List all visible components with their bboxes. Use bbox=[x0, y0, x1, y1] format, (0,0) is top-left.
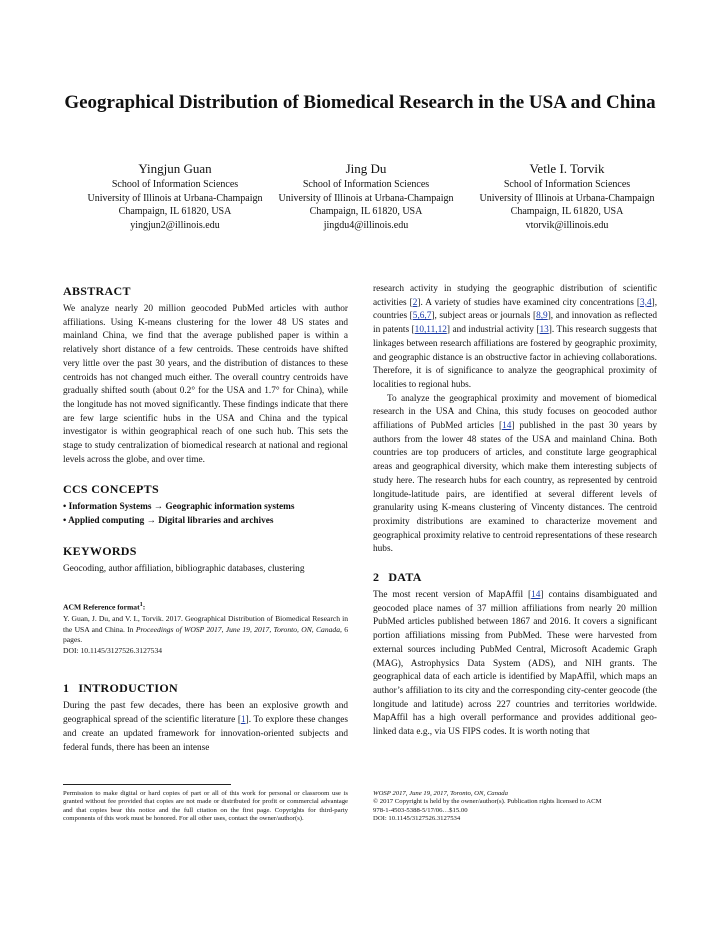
keywords-heading: KEYWORDS bbox=[63, 543, 137, 558]
ccs-heading: CCS CONCEPTS bbox=[63, 482, 159, 497]
citation-link[interactable]: 13 bbox=[539, 325, 549, 336]
author-affiliation: School of Information Sciences bbox=[111, 179, 239, 190]
author-name: Jing Du bbox=[345, 161, 387, 176]
left-column bbox=[63, 283, 348, 755]
venue-text: WOSP 2017, June 19, 2017, Toronto, ON, Canada bbox=[373, 790, 508, 797]
author-email: yingjun2@illinois.edu bbox=[130, 219, 220, 231]
introduction-heading bbox=[63, 680, 348, 696]
text-run: ]. To explore these changes and create an updated framework for innovation-oriented subjects and federal funds, there has been an intense bbox=[63, 715, 348, 753]
reference-doi: DOI: 10.1145/3127526.3127534 bbox=[63, 645, 163, 655]
author-address: Champaign, IL 61820, USA bbox=[309, 206, 423, 217]
text-run: ]. This research suggests that linkages between research affiliations are fostered by geographic proximity, and geographic distance is an obstructive factor in achieving collaborations. Therefore, it is of significance to analyze the geographical proximity of localities to regional hubs. bbox=[373, 325, 657, 390]
text-run: The most recent version of MapAffil [ bbox=[373, 590, 532, 601]
citation-link[interactable]: 14 bbox=[502, 421, 512, 432]
text-run: research activity in studying the geographic distribution of scientific activities [ bbox=[373, 284, 657, 308]
introduction-paragraph bbox=[373, 393, 657, 557]
text-run: ], subject areas or journals [ bbox=[431, 311, 537, 322]
citation-link[interactable]: 8,9 bbox=[536, 311, 548, 322]
colon: : bbox=[142, 602, 146, 612]
author-block bbox=[75, 161, 275, 232]
citation-link[interactable]: 2 bbox=[412, 297, 418, 308]
author-block bbox=[266, 161, 466, 232]
citation-link[interactable]: 3,4 bbox=[639, 297, 652, 308]
introduction-paragraph bbox=[63, 700, 348, 755]
author-institution: University of Illinois at Urbana-Champaign bbox=[87, 192, 263, 204]
reference-proceedings: Proceedings of WOSP 2017, June 19, 2017, Toronto, ON, Canada bbox=[135, 624, 341, 634]
author-address: Champaign, IL 61820, USA bbox=[510, 206, 624, 217]
keywords-text: Geocoding, author affiliation, bibliographic databases, clustering bbox=[63, 563, 305, 574]
text-run: ], countries [ bbox=[373, 297, 658, 322]
text-run: ] published in the past 30 years by authors from the lower 48 states of the USA and mainland China. Both countries are top producers of articles, and constitute large geographical areas and geographical diversity, which make them interesting subjects of study here. The research hubs for each country, as represented by centroid longitude-latitude pairs, are identified at several different levels of granularity using K-means clustering of Vincenty distances. The centroid proximity distributions are examined to characterize movement and geographical proximity relative to centroid representations of these research hubs. bbox=[373, 421, 657, 555]
citation-link[interactable]: 10,11,12 bbox=[414, 325, 447, 336]
acm-reference-label: ACM Reference format bbox=[63, 602, 140, 612]
author-email: vtorvik@illinois.edu bbox=[525, 219, 609, 231]
abstract-heading: ABSTRACT bbox=[63, 284, 131, 298]
author-email: jingdu4@illinois.edu bbox=[323, 219, 409, 231]
data-heading bbox=[373, 569, 657, 585]
author-block bbox=[467, 161, 667, 232]
reference-pages: , 6 pages. bbox=[63, 624, 348, 645]
venue-line bbox=[373, 790, 657, 798]
acm-reference-heading bbox=[63, 599, 348, 613]
footnote-marker: 1 bbox=[139, 600, 143, 608]
author-name: Vetle I. Torvik bbox=[529, 161, 605, 176]
reference-text: Y. Guan, J. Du, and V. I., Torvik. 2017. Geographical Distribution of Biomedical Research in the USA and China. In bbox=[63, 614, 348, 634]
author-affiliation: School of Information Sciences bbox=[503, 179, 631, 190]
author-institution: University of Illinois at Urbana-Champaign bbox=[479, 192, 655, 204]
copyright-line: © 2017 Copyright is held by the owner/author(s). Publication rights licensed to ACM bbox=[373, 798, 602, 806]
text-run: During the past few decades, there has been an explosive growth and geographical spread of the scientific literature [ bbox=[63, 701, 348, 726]
text-run: ] contains disambiguated and geocoded place names of 37 million affiliations from nearly 20 million PubMed articles published between 1867 and 2016. It covers a significant portion affiliations missing from PubMed. These were harvested from external sources including PubMed Central, Microsoft Academic Graph (MAG), Astrophysics Data System (ADS), and NIH grants. The geographical data of each article is identified by MapAffil, which maps an author’s affiliation to its city and the corresponding city-center geocode (the longitude and latitude) across 227 countries and territories worldwide. MapAffil has a high overall performance and provides additional geo-linked data e.g., via US FIPS codes. It is worth noting that bbox=[373, 590, 658, 738]
text-run: ]. A variety of studies have examined city concentrations [ bbox=[417, 297, 640, 308]
citation-link[interactable]: 14 bbox=[531, 590, 541, 601]
footnote-divider bbox=[63, 784, 231, 785]
introduction-continuation bbox=[373, 283, 657, 393]
doi-line: DOI: 10.1145/3127526.3127534 bbox=[373, 814, 461, 822]
ccs-concept: • Applied computing → Digital libraries and archives bbox=[63, 516, 274, 527]
author-name: Yingjun Guan bbox=[138, 161, 212, 176]
author-affiliation: School of Information Sciences bbox=[302, 179, 430, 190]
citation-link[interactable]: 5,6,7 bbox=[412, 311, 432, 322]
author-institution: University of Illinois at Urbana-Champaign bbox=[278, 192, 454, 204]
text-run: ], and innovation as reflected in patents [ bbox=[373, 311, 658, 336]
acm-reference-text bbox=[63, 614, 348, 646]
abstract-text: We analyze nearly 20 million geocoded PubMed articles with author affiliations. Using K-means clustering for the lower 48 US states and mainland China, we find that the average published paper is within a relatively short distance of a few centroids. These centroids have shifted very little over the past 30 years, and the distribution of distances to these centroids has not changed much either. The overall country centroids have gradually shifted south (about 0.2° for the USA and 1.7° for China), while the longitude has not moved significantly. These findings indicate that there are few large scientific hubs in the USA and China and the typical investigator is within geographical reach of one such hub. This sets the stage to study centralization of biomedical research at national and regional levels across the globe, and over time. bbox=[63, 304, 348, 465]
text-run: To analyze the geographical proximity and movement of biomedical research in the USA and China, this study focuses on geocoded author affiliations of PubMed articles [ bbox=[373, 393, 657, 432]
copyright-footnote bbox=[373, 790, 657, 823]
isbn-line: 978-1-4503-5388-5/17/06…$15.00 bbox=[373, 806, 468, 814]
author-address: Champaign, IL 61820, USA bbox=[118, 206, 232, 217]
data-paragraph bbox=[373, 589, 657, 740]
citation-link[interactable]: 1 bbox=[240, 715, 246, 726]
section-number: 2 bbox=[373, 570, 380, 585]
section-number: 1 bbox=[63, 681, 70, 696]
section-title: DATA bbox=[388, 570, 422, 585]
section-title: INTRODUCTION bbox=[78, 681, 178, 696]
paper-title: Geographical Distribution of Biomedical Research in the USA and China bbox=[64, 92, 656, 113]
text-run: ] and industrial activity [ bbox=[446, 325, 540, 336]
ccs-concept: • Information Systems → Geographic information systems bbox=[63, 502, 295, 513]
permission-footnote: Permission to make digital or hard copies of part or all of this work for personal or classroom use is granted without fee provided that copies are not made or distributed for profit or commercial advantage and that copies bear this notice and the full citation on the first page. Copyrights for third-party components of this work must be honored. For all other uses, contact the owner/author(s). bbox=[63, 790, 348, 822]
right-column bbox=[373, 283, 657, 740]
